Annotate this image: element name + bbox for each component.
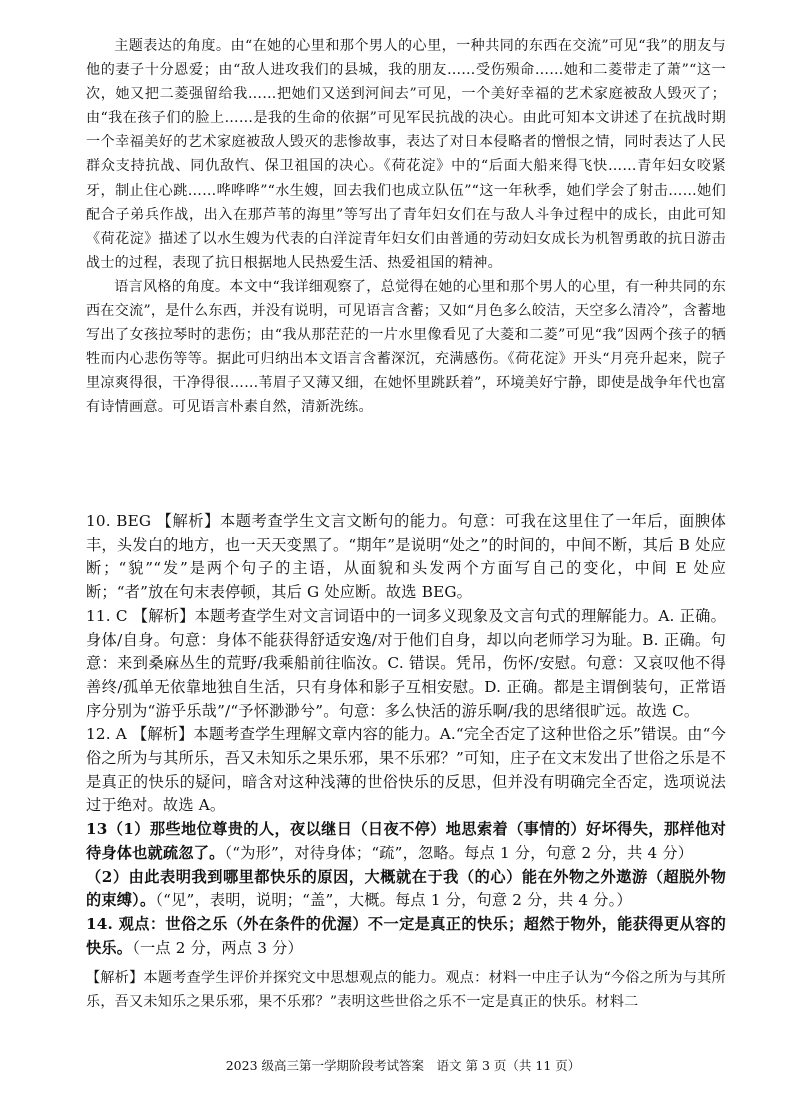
answer-14 (86, 913, 726, 960)
answer-13-part2-text: （2）由此表明我到哪里都快乐的原因，大概就在于我（的心）能在外物之外遨游（超脱外物的束缚）。 (86, 867, 726, 910)
page-footer: 2023 级高三第一学期阶段考试答案 语文 第 3 页（共 11 页） (225, 1058, 581, 1073)
answer-13-part2 (86, 866, 726, 913)
answer-10: 10. BEG 【解析】本题考查学生文言文断句的能力。句意：可我在这里住了一年后，面腴体丰，头发白的地方，也一天天变黑了。“期年”是说明“处之”的时间的，中间不断，其后 B 处应断；“貌”“发”是两个句子的主语，从面貌和头发两个方面写自己的变化，中间 E 处应断；“者”放在句末表停顿，其后 G 处应断。故选 BEG。 (86, 512, 726, 602)
answer-13-part1-text: 13（1）那些地位尊贵的人，夜以继日（日夜不停）地思索着（事情的）好坏得失，那样他对待身体也就疏忽了。 (86, 820, 726, 862)
answer-13-part1 (86, 818, 726, 865)
section-analysis (86, 34, 726, 420)
answer-11: 11. C 【解析】本题考查学生对文言词语中的一词多义现象及文言句式的理解能力。A. 正确。身体/自身。句意：身体不能获得舒适安逸/对于他们自身，却以向老师学习为耻。B. 正确。句意：来到桑麻丛生的荒野/我乘船前往临汝。C. 错误。凭吊，伤怀/安慰。句意：又哀叹他不得善终/孤单无依靠地独自生活，只有身体和影子互相安慰。D. 正确。都是主谓倒装句，正常语序分别为“游乎乐哉”/“予怀渺渺兮”。句意：多么快活的游乐啊/我的思绪很旷远。故选 C。 (86, 606, 726, 720)
answer-13-part1-scoring: （“为形”，对待身体；“疏”，忽略。每点 1 分，句意 2 分，共 4 分） (224, 843, 694, 862)
paragraph-language-style: 语言风格的角度。本文中“我详细观察了，总觉得在她的心里和那个男人的心里，有一种共同的东西在交流”，是什么东西，并没有说明，可见语言含蓄；又如“月色多么皎洁，天空多么清冷”，含蓄地写出了女孩拉琴时的悲伤；由“我从那茫茫的一片水里像看见了大菱和二菱”可见“我”因两个孩子的牺牲而内心悲伤等等。据此可归纳出本文语言含蓄深沉，充满感伤。《荷花淀》开头“月亮升起来，院子里凉爽得很，干净得很……苇眉子又薄又细，在她怀里跳跃着”，环境美好宁静，即使是战争年代也富有诗情画意。可见语言朴素自然，清新洗练。 (86, 278, 726, 416)
answer-12: 12. A 【解析】本题考查学生理解文章内容的能力。A.“完全否定了这种世俗之乐”错误。由“今俗之所为与其所乐，吾又未知乐之果乐邪，果不乐邪？”可知，庄子在文末发出了世俗之乐是不是真正的快乐的疑问，暗含对这种浅薄的世俗快乐的反思，但并没有明确完全否定，选项说法过于绝对。故选 A。 (86, 725, 727, 815)
answer-13-part2-scoring: （“见”，表明，说明；“盖”，大概。每点 1 分，句意 2 分，共 4 分。） (155, 891, 632, 910)
answer-14-analysis-block (86, 966, 726, 1014)
answer-14-analysis: 【解析】本题考查学生评价并探究文中思想观点的能力。观点：材料一中庄子认为“今俗之所为与其所乐，吾又未知乐之果乐邪，果不乐邪？”表明这些世俗之乐不一定是真正的快乐。材料二 (86, 970, 726, 1011)
answer-14-scoring: （一点 2 分，两点 3 分） (132, 938, 303, 957)
answers-block (86, 510, 726, 960)
answer-14-text: 14. 观点：世俗之乐（外在条件的优渥）不一定是真正的快乐；超然于物外，能获得更从容的快乐。 (86, 914, 726, 957)
paragraph-theme: 主题表达的角度。由“在她的心里和那个男人的心里，一种共同的东西在交流”可见“我”的朋友与他的妻子十分恩爱；由“敌人进攻我们的县城，我的朋友……受伤殒命……她和二菱带走了萧”“这一次，她又把二菱强留给我……把她们又送到河间去”可见，一个美好幸福的艺术家庭被敌人毁灭了；由“我在孩子们的脸上……是我的生命的依据”可见军民抗战的决心。由此可知本文讲述了在抗战时期一个幸福美好的艺术家庭被敌人毁灭的悲惨故事，表达了对日本侵略者的憎恨之情，同时表达了人民群众支持抗战、同仇敌忾、保卫祖国的决心。《荷花淀》中的“后面大船来得飞快……青年妇女咬紧牙，制止住心跳……哗哗哗”“水生嫂，回去我们也成立队伍”“这一年秋季，她们学会了射击……她们配合子弟兵作战，出入在那芦苇的海里”等写出了青年妇女们在与敌人斗争过程中的成长，由此可知《荷花淀》描述了以水生嫂为代表的白洋淀青年妇女们由普通的劳动妇女成长为机智勇敢的抗日游击战士的过程，表现了抗日根据地人民热爱生活、热爱祖国的精神。 (86, 38, 726, 271)
